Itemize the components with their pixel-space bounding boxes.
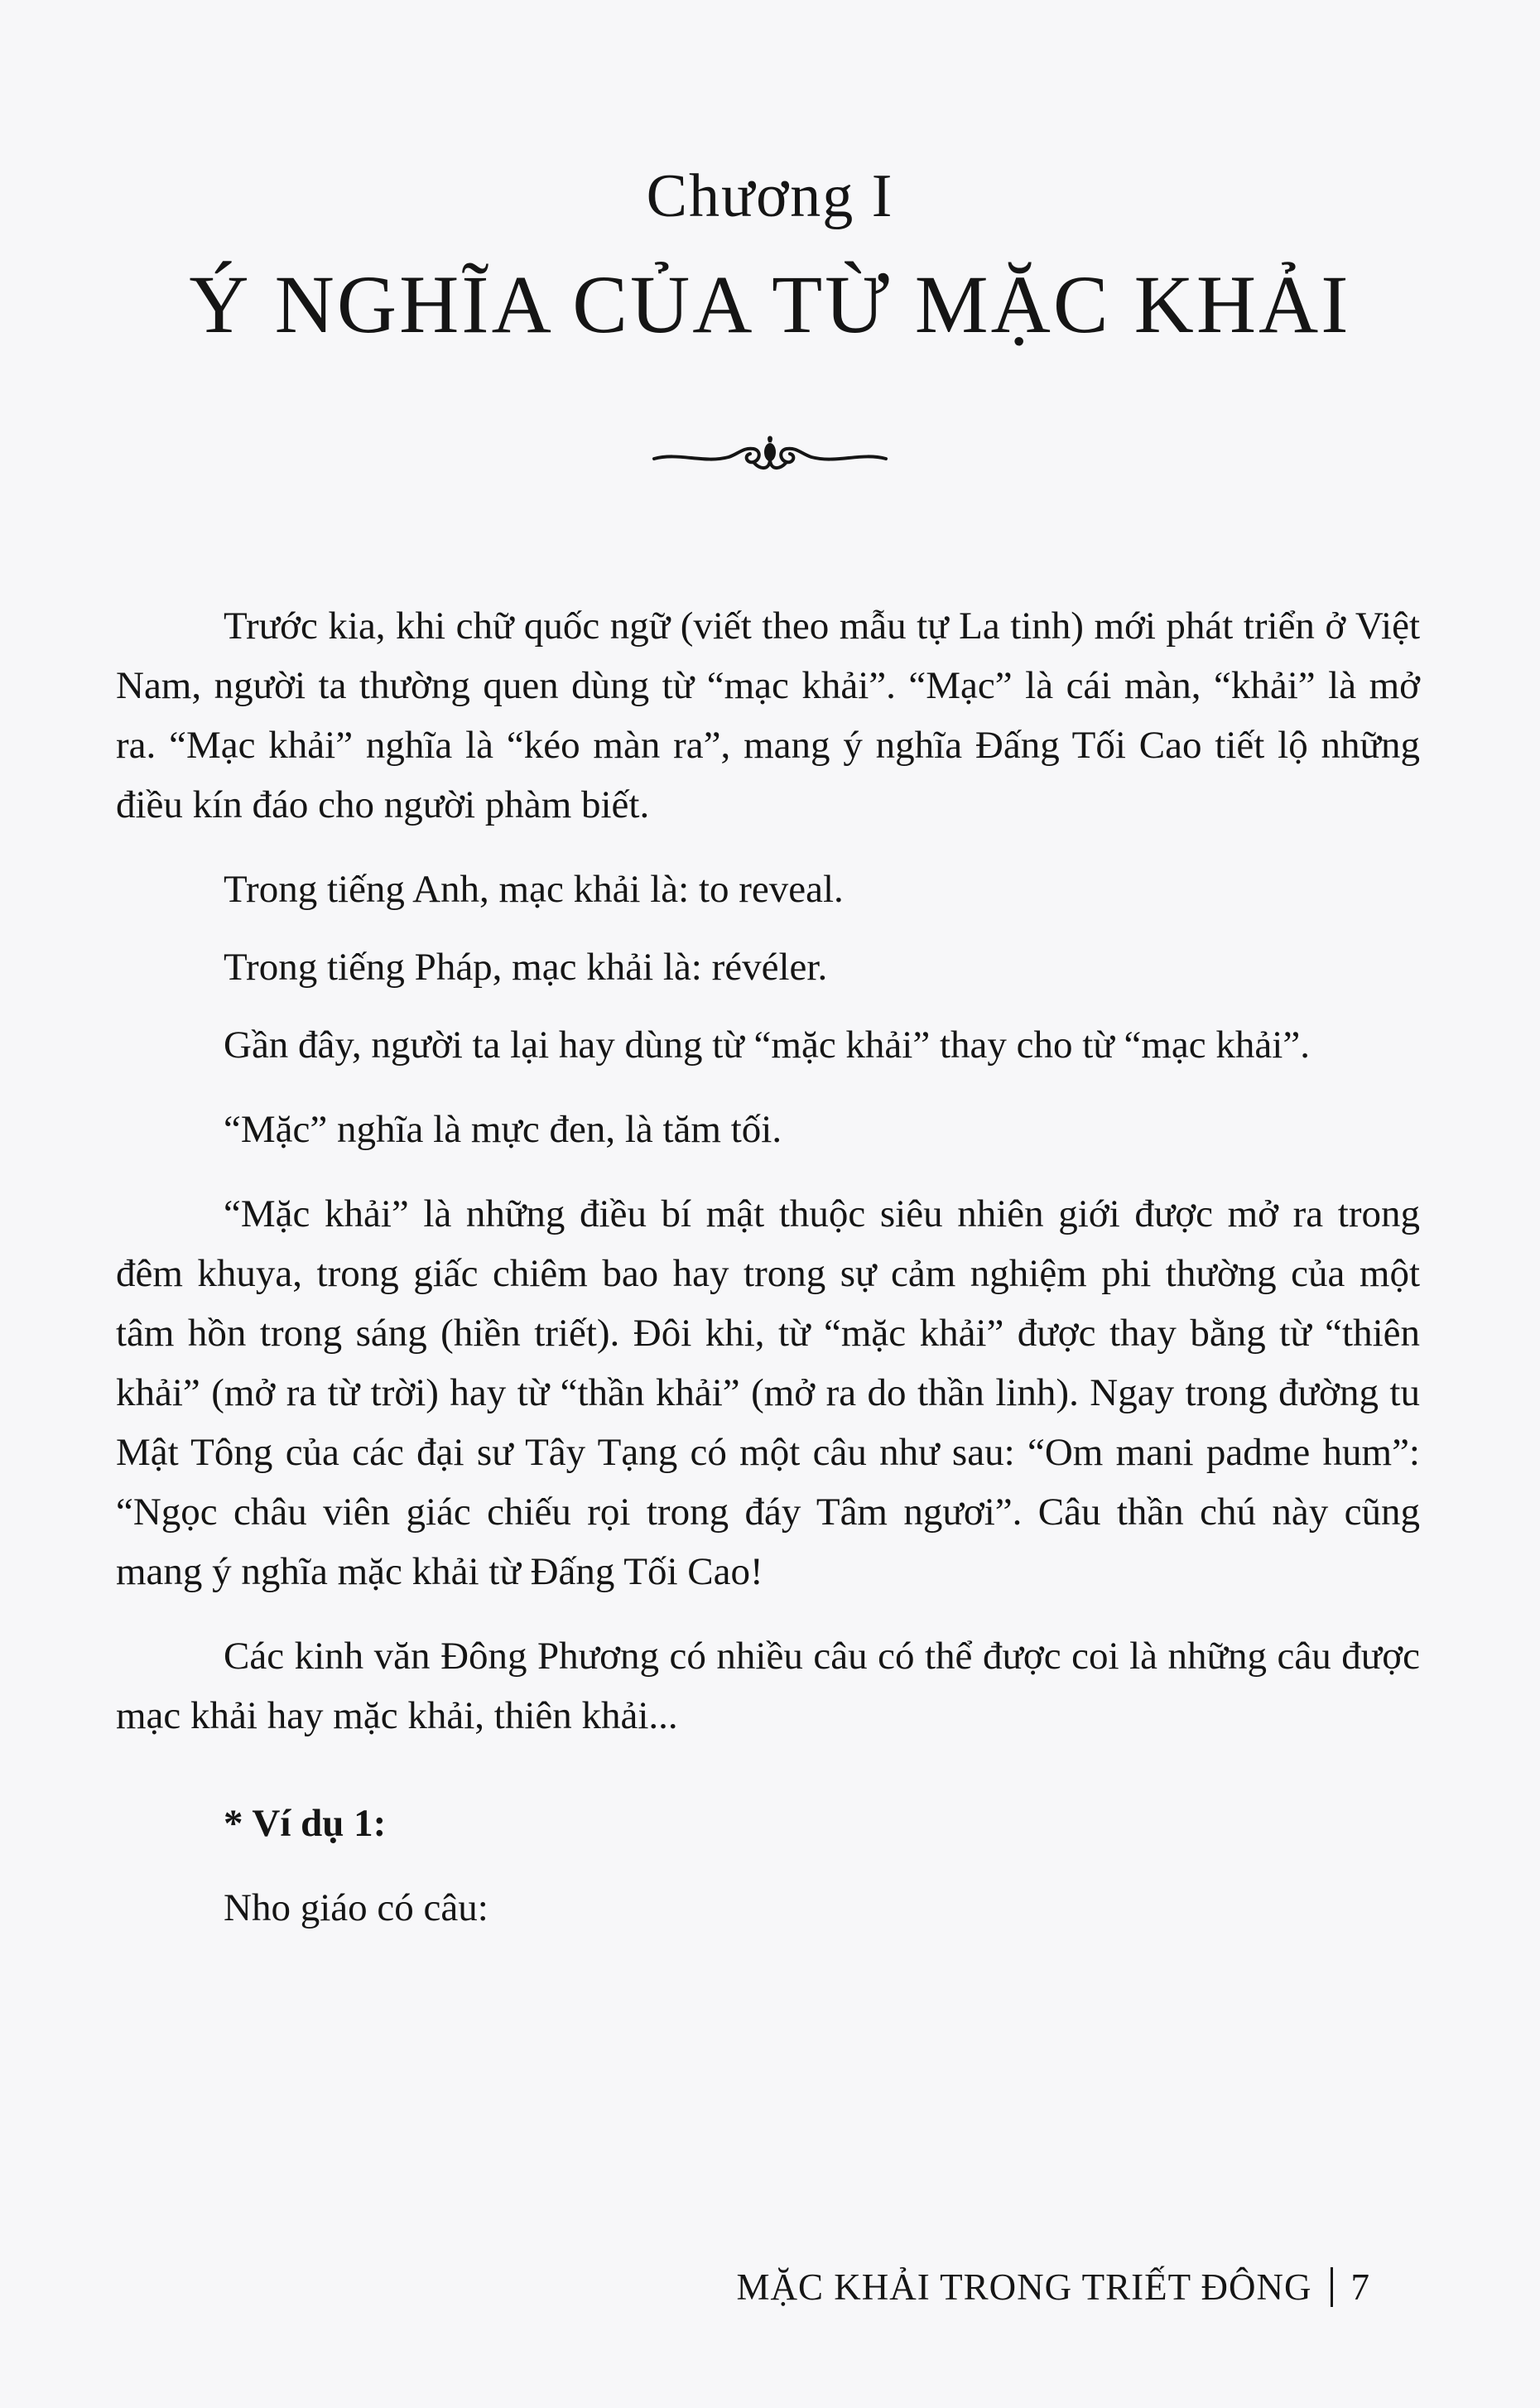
running-footer (736, 2267, 1370, 2307)
paragraph: Trước kia, khi chữ quốc ngữ (viết theo mẫu tự La tinh) mới phát triển ở Việt Nam, người ta thường quen dùng từ “mạc khải”. “Mạc” là cái màn, “khải” là mở ra. “Mạc khải” nghĩa là “kéo màn ra”, mang ý nghĩa Đấng Tối Cao tiết lộ những điều kín đáo cho người phàm biết. (116, 604, 1420, 826)
chapter-title: Ý NGHĨA CỦA TỪ MẶC KHẢI (189, 258, 1351, 350)
chapter-label: Chương I (646, 162, 894, 230)
body-text (116, 596, 1420, 1963)
paragraph: Các kinh văn Đông Phương có nhiều câu có thể được coi là những câu được mạc khải hay mặc khải, thiên khải... (116, 1635, 1420, 1737)
paragraph: “Mặc” nghĩa là mực đen, là tăm tối. (224, 1108, 782, 1151)
example-intro: Nho giáo có câu: (224, 1886, 488, 1929)
page-number: 7 (1350, 2266, 1370, 2308)
example-heading: * Ví dụ 1: (224, 1802, 387, 1845)
paragraph: Trong tiếng Anh, mạc khải là: to reveal. (224, 868, 844, 911)
paragraph: Gần đây, người ta lại hay dùng từ “mặc khải” thay cho từ “mạc khải”. (224, 1023, 1310, 1067)
footer-book-title: MẶC KHẢI TRONG TRIẾT ĐÔNG (736, 2266, 1312, 2308)
scroll-flourish-icon (646, 431, 894, 480)
footer-divider (1331, 2267, 1333, 2307)
paragraph: “Mặc khải” là những điều bí mật thuộc siêu nhiên giới được mở ra trong đêm khuya, trong giấc chiêm bao hay trong sự cảm nghiệm phi thường của một tâm hồn trong sáng (hiền triết). Đôi khi, từ “mặc khải” được thay bằng từ “thiên khải” (mở ra từ trời) hay từ “thần khải” (mở ra do thần linh). Ngay trong đường tu Mật Tông của các đại sư Tây Tạng có một câu như sau: “Om mani padme hum”: “Ngọc châu viên giác chiếu rọi trong đáy Tâm ngươi”. Câu thần chú này cũng mang ý nghĩa mặc khải từ Đấng Tối Cao! (116, 1192, 1420, 1593)
paragraph: Trong tiếng Pháp, mạc khải là: révéler. (224, 946, 828, 989)
